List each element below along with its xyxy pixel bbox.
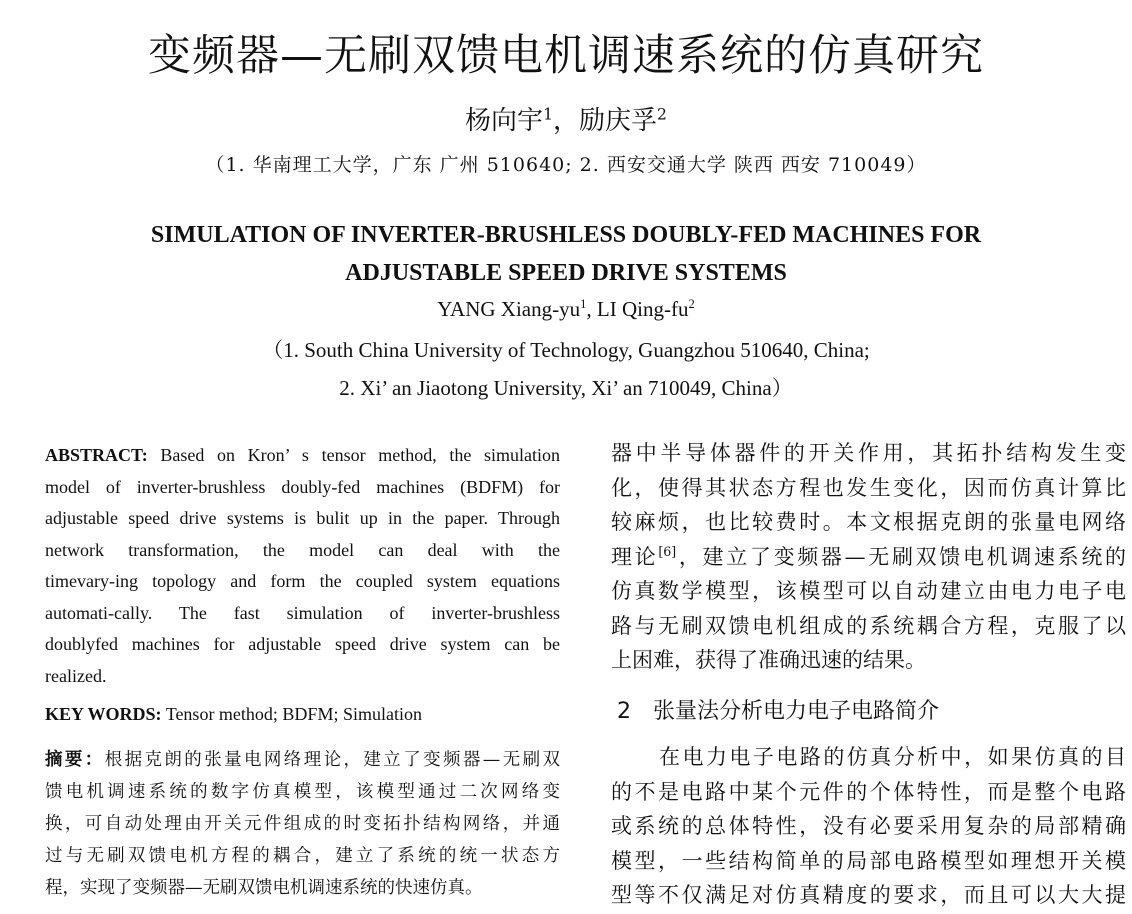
- author-1-en: YANG Xiang-yu: [437, 297, 581, 321]
- author-separator: ，: [552, 106, 579, 136]
- author-2-en: LI Qing-fu: [596, 297, 689, 321]
- abstract-line: doublyfed machines for adjustable speed drive system can be: [45, 634, 560, 654]
- author-1-cn: 杨向宇: [465, 106, 544, 136]
- keywords-label: KEY WORDS:: [45, 704, 162, 724]
- abstract-line: timevary-ing topology and form the coupled system equations: [45, 571, 560, 591]
- cn-abstract-line: 摘要：根据克朗的张量电网络理论，建立了变频器—无刷双: [45, 750, 561, 770]
- body-line: 化，使得其状态方程也发生变化，因而仿真计算比: [611, 475, 1126, 500]
- cn-abstract-line: 过与无刷双馈电机方程的耦合，建立了系统的统一状态方: [45, 846, 560, 866]
- body-line: 器中半导体器件的开关作用，其拓扑结构发生变: [611, 441, 1126, 465]
- english-title-line-2: ADJUSTABLE SPEED DRIVE SYSTEMS: [345, 260, 787, 286]
- english-affiliation-line-1: （1. South China University of Technology, Guangzhou 510640, China;: [262, 338, 870, 362]
- chinese-affiliation: （1. 华南理工大学，广东 广州 510640; 2. 西安交通大学 陕西 西安 710049）: [205, 154, 927, 176]
- abstract-line: network transformation, the model can deal with the: [45, 539, 560, 560]
- section-number: 2: [617, 699, 631, 724]
- author-2-cn: 励庆孚: [579, 106, 658, 136]
- body-line: 路与无刷双馈电机组成的系统耦合方程，克服了以: [611, 613, 1126, 638]
- abstract-line: automati-cally. The fast simulation of inverter-brushless: [45, 602, 560, 623]
- english-title-line-1: SIMULATION OF INVERTER-BRUSHLESS DOUBLY-FED MACHINES FOR: [150, 222, 982, 248]
- author-2-en-affil-mark: 2: [688, 297, 695, 311]
- keywords: [45, 704, 422, 725]
- author-2-affil-mark: 2: [657, 105, 667, 124]
- abstract-line: adjustable speed drive systems is bulit up in the paper. Through: [45, 508, 560, 528]
- author-1-affil-mark: 1: [543, 105, 553, 124]
- body-line: 在电力电子电路的仿真分析中，如果仿真的目: [659, 745, 1126, 769]
- body-line: 型等不仅满足对仿真精度的要求，而且可以大大提: [611, 883, 1126, 907]
- abstract-line: model of inverter-brushless doubly-fed machines (BDFM) for: [45, 476, 560, 497]
- abstract-line: realized.: [45, 665, 107, 686]
- body-line: 理论[6]，建立了变频器—无刷双馈电机调速系统的: [611, 543, 1127, 569]
- body-line: 模型，一些结构简单的局部电路模型如理想开关模: [611, 848, 1126, 873]
- author-1-en-affil-mark: 1: [580, 297, 587, 311]
- section-body: [611, 740, 1126, 913]
- section-heading: [617, 694, 939, 725]
- cn-abstract-line: 换，可自动处理由开关元件组成的时变拓扑结构网络，并通: [45, 814, 560, 834]
- body-line: 仿真数学模型，该模型可以自动建立由电力电子电: [611, 579, 1126, 603]
- cn-abstract-label: 摘要：: [45, 750, 105, 770]
- body-line: 或系统的总体特性，没有必要采用复杂的局部精确: [611, 814, 1126, 838]
- chinese-title: 变频器—无刷双馈电机调速系统的仿真研究: [148, 31, 984, 81]
- citation-ref[interactable]: [6]: [658, 543, 677, 559]
- section-title: 张量法分析电力电子电路简介: [653, 699, 940, 724]
- keywords-text: Tensor method; BDFM; Simulation: [161, 704, 422, 724]
- body-line: 上困难，获得了准确迅速的结果。: [611, 648, 926, 672]
- english-affiliation-line-2: 2. Xi’ an Jiaotong University, Xi’ an 710049, China）: [339, 376, 793, 400]
- intro-continuation: [611, 436, 1126, 678]
- cn-abstract-line: 程，实现了变频器—无刷双馈电机调速系统的快速仿真。: [45, 878, 483, 898]
- chinese-abstract: [45, 744, 560, 904]
- english-authors: [0, 297, 1132, 322]
- abstract-label: ABSTRACT:: [45, 445, 148, 465]
- english-abstract: [45, 440, 560, 692]
- abstract-line: ABSTRACT: Based on Kron’ s tensor method, the simulation: [45, 445, 560, 465]
- chinese-authors: [0, 100, 1132, 137]
- body-line: 的不是电路中某个元件的个体特性，而是整个电路: [611, 779, 1126, 804]
- cn-abstract-line: 馈电机调速系统的数字仿真模型，该模型通过二次网络变: [45, 782, 560, 802]
- body-line: 较麻烦，也比较费时。本文根据克朗的张量电网络: [611, 510, 1126, 534]
- author-en-separator: ,: [586, 297, 597, 321]
